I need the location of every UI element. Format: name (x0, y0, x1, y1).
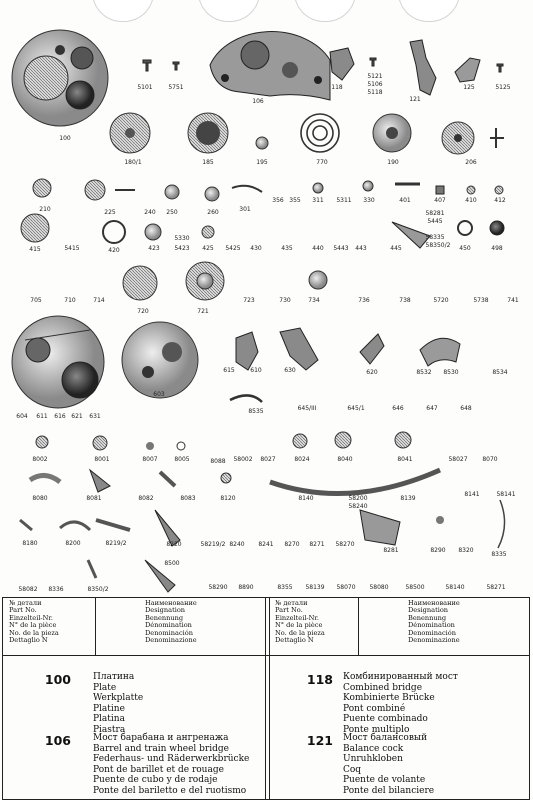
label-621: 621 (71, 413, 83, 420)
wheel-210 (33, 179, 51, 197)
label-185: 185 (202, 159, 214, 166)
label-58290: 58290 (208, 584, 228, 591)
label-620: 620 (366, 369, 378, 376)
header-divider (95, 598, 96, 656)
label-611: 611 (36, 413, 48, 420)
plate-100 (12, 30, 108, 126)
label-8083: 8083 (180, 495, 196, 502)
label-8535: 8535 (248, 408, 264, 415)
plate-604 (12, 316, 104, 408)
label-730: 730 (279, 297, 291, 304)
header-designation-right: Наименование Designation Benennung Dénomination Denominación Denominazione (408, 599, 460, 645)
label-58200: 58200 (348, 495, 368, 502)
part-number-106: 106 (44, 733, 71, 748)
header-divider (358, 598, 359, 656)
label-8290: 8290 (430, 547, 446, 554)
ring-420 (103, 221, 125, 243)
pinion-206 (490, 128, 504, 148)
label-8082: 8082 (138, 495, 154, 502)
label-330: 330 (363, 197, 375, 204)
part-250 (165, 185, 179, 199)
label-121: 121 (409, 96, 421, 103)
label-58281: 58281 (425, 210, 445, 217)
label-58219-2: 58219/2 (200, 541, 226, 548)
label-8080: 8080 (32, 495, 48, 502)
balance-cock-121 (410, 40, 436, 95)
label-646: 646 (392, 405, 404, 412)
label-5423: 5423 (174, 245, 190, 252)
label-445: 445 (390, 245, 402, 252)
part-630 (280, 328, 318, 370)
label-5101: 5101 (137, 84, 153, 91)
label-210: 210 (39, 206, 51, 213)
label-616: 616 (54, 413, 66, 420)
parts-table (2, 597, 530, 800)
part-number-118: 118 (306, 672, 333, 687)
label-610: 610 (250, 367, 262, 374)
label-420: 420 (108, 247, 120, 254)
designation-106: Мост барабана и ангренажа Barrel and train wheel bridge Federhaus- und Räderwerkbrücke Pont de barillet et de rouage Puente de cubo y de rodaje Ponte del bariletto e del ruotismo (93, 733, 250, 796)
label-58082: 58082 (18, 586, 38, 593)
label-435: 435 (281, 245, 293, 252)
label-240: 240 (144, 209, 156, 216)
label-5311: 5311 (336, 197, 352, 204)
label-721: 721 (197, 308, 209, 315)
wheel-720 (123, 266, 157, 300)
label-58141: 58141 (496, 491, 516, 498)
label-58271: 58271 (486, 584, 506, 591)
label-631: 631 (89, 413, 101, 420)
label-8088: 8088 (210, 458, 226, 465)
label-615: 615 (223, 367, 235, 374)
label-8220: 8220 (166, 541, 182, 548)
label-5330: 5330 (174, 235, 190, 242)
part-195 (256, 137, 268, 149)
column-divider (265, 598, 266, 799)
label-125: 125 (463, 84, 475, 91)
label-356: 356 (272, 197, 284, 204)
label-250: 250 (166, 209, 178, 216)
label-645-1: 645/1 (347, 405, 365, 412)
part-260 (205, 187, 219, 201)
wheel-225 (85, 180, 105, 200)
label-710: 710 (64, 297, 76, 304)
label-648: 648 (460, 405, 472, 412)
label-8140: 8140 (298, 495, 314, 502)
bridge-118 (330, 48, 354, 80)
part-8140 (270, 470, 440, 494)
part-301 (232, 186, 262, 192)
part-number-100: 100 (44, 672, 71, 687)
label-8271: 8271 (309, 541, 325, 548)
label-412: 412 (494, 197, 506, 204)
label-58027: 58027 (448, 456, 468, 463)
label-8281: 8281 (383, 547, 399, 554)
label-450: 450 (459, 245, 471, 252)
label-195: 195 (256, 159, 268, 166)
label-5751: 5751 (168, 84, 184, 91)
label-58500: 58500 (405, 584, 425, 591)
label-58140: 58140 (445, 584, 465, 591)
label-5125: 5125 (495, 84, 511, 91)
label-741: 741 (507, 297, 519, 304)
plate-603 (122, 322, 198, 398)
label-58139: 58139 (305, 584, 325, 591)
label-8530: 8530 (443, 369, 459, 376)
label-106: 106 (252, 98, 264, 105)
label-714: 714 (93, 297, 105, 304)
label-415: 415 (29, 246, 41, 253)
label-604: 604 (16, 413, 28, 420)
label-8141: 8141 (464, 491, 480, 498)
part-125 (455, 58, 480, 82)
label-645-iii: 645/III (297, 405, 317, 412)
label-8041: 8041 (397, 456, 413, 463)
label-5445: 5445 (427, 218, 443, 225)
label-410: 410 (465, 197, 477, 204)
label-5720: 5720 (433, 297, 449, 304)
label-8040: 8040 (337, 456, 353, 463)
label-8320: 8320 (458, 547, 474, 554)
label-355: 355 (289, 197, 301, 204)
label-260: 260 (207, 209, 219, 216)
label-720: 720 (137, 308, 149, 315)
label-58270: 58270 (335, 541, 355, 548)
column-divider (269, 598, 270, 799)
label-100: 100 (59, 135, 71, 142)
label-440: 440 (312, 245, 324, 252)
label-734: 734 (308, 297, 320, 304)
part-615 (236, 332, 258, 370)
label-58070: 58070 (336, 584, 356, 591)
label-8001: 8001 (94, 456, 110, 463)
label-5118: 5118 (367, 89, 383, 96)
label-5415: 5415 (64, 245, 80, 252)
part-8532 (420, 338, 460, 366)
label-407: 407 (434, 197, 446, 204)
label-8002: 8002 (32, 456, 48, 463)
label-705: 705 (30, 297, 42, 304)
spring-770 (301, 114, 339, 152)
label-8241: 8241 (258, 541, 274, 548)
label-8070: 8070 (482, 456, 498, 463)
designation-100: Платина Plate Werkplatte Platine Platina Piastra (93, 672, 144, 735)
label-8532: 8532 (416, 369, 432, 376)
label-58350-2: 58350/2 (425, 242, 451, 249)
label-8336: 8336 (48, 586, 64, 593)
part-number-121: 121 (306, 733, 333, 748)
label-770: 770 (316, 159, 328, 166)
label-118: 118 (331, 84, 343, 91)
label-5106: 5106 (367, 81, 383, 88)
label-8890: 8890 (238, 584, 254, 591)
label-5121: 5121 (367, 73, 383, 80)
label-58240: 58240 (348, 503, 368, 510)
designation-118: Комбинированный мост Combined bridge Kombinierte Brücke Pont combiné Puente combinado Ponte multiplo (343, 672, 458, 735)
part-8080 (30, 475, 60, 482)
wheel-415 (21, 214, 49, 242)
label-5425: 5425 (225, 245, 241, 252)
label-8270: 8270 (284, 541, 300, 548)
label-630: 630 (284, 367, 296, 374)
part-8535 (230, 395, 262, 402)
label-301: 301 (239, 206, 251, 213)
label-5443: 5443 (333, 245, 349, 252)
label-58080: 58080 (369, 584, 389, 591)
label-603: 603 (153, 391, 165, 398)
label-8200: 8200 (65, 540, 81, 547)
bridge-106 (210, 32, 330, 100)
label-8081: 8081 (86, 495, 102, 502)
label-8027: 8027 (260, 456, 276, 463)
label-8534: 8534 (492, 369, 508, 376)
label-311: 311 (312, 197, 324, 204)
label-8024: 8024 (294, 456, 310, 463)
label-58002: 58002 (233, 456, 253, 463)
header-designation-left: Наименование Designation Benennung Dénomination Denominación Denominazione (145, 599, 197, 645)
label-736: 736 (358, 297, 370, 304)
label-430: 430 (250, 245, 262, 252)
label-8180: 8180 (22, 540, 38, 547)
label-206: 206 (465, 159, 477, 166)
label-443: 443 (355, 245, 367, 252)
part-734 (309, 271, 327, 289)
label-723: 723 (243, 297, 255, 304)
label-738: 738 (399, 297, 411, 304)
label-8350-2: 8350/2 (87, 586, 109, 593)
header-part-number-left: № детали Part No. Einzelteil-Nr. N° de la pièce No. de la pieza Dettaglio N (9, 599, 59, 645)
label-8500: 8500 (164, 560, 180, 567)
label-8139: 8139 (400, 495, 416, 502)
label-190: 190 (387, 159, 399, 166)
label-8219-2: 8219/2 (105, 540, 127, 547)
label-498: 498 (491, 245, 503, 252)
part-8281 (360, 510, 400, 545)
label-401: 401 (399, 197, 411, 204)
label-8335: 8335 (491, 551, 507, 558)
label-225: 225 (104, 209, 116, 216)
label-8355: 8355 (277, 584, 293, 591)
label-8120: 8120 (220, 495, 236, 502)
label-8005: 8005 (174, 456, 190, 463)
label-180-1: 180/1 (124, 159, 142, 166)
label-8240: 8240 (229, 541, 245, 548)
label-8007: 8007 (142, 456, 158, 463)
part-620 (360, 334, 384, 364)
label-5738: 5738 (473, 297, 489, 304)
label-58335: 58335 (425, 234, 445, 241)
label-647: 647 (426, 405, 438, 412)
label-425: 425 (202, 245, 214, 252)
label-423: 423 (148, 245, 160, 252)
designation-121: Мост балансовый Balance cock Unruhkloben Coq Puente de volante Ponte del bilanciere (343, 733, 435, 796)
header-part-number-right: № детали Part No. Einzelteil-Nr. N° de la pièce No. de la pieza Dettaglio N (275, 599, 325, 645)
